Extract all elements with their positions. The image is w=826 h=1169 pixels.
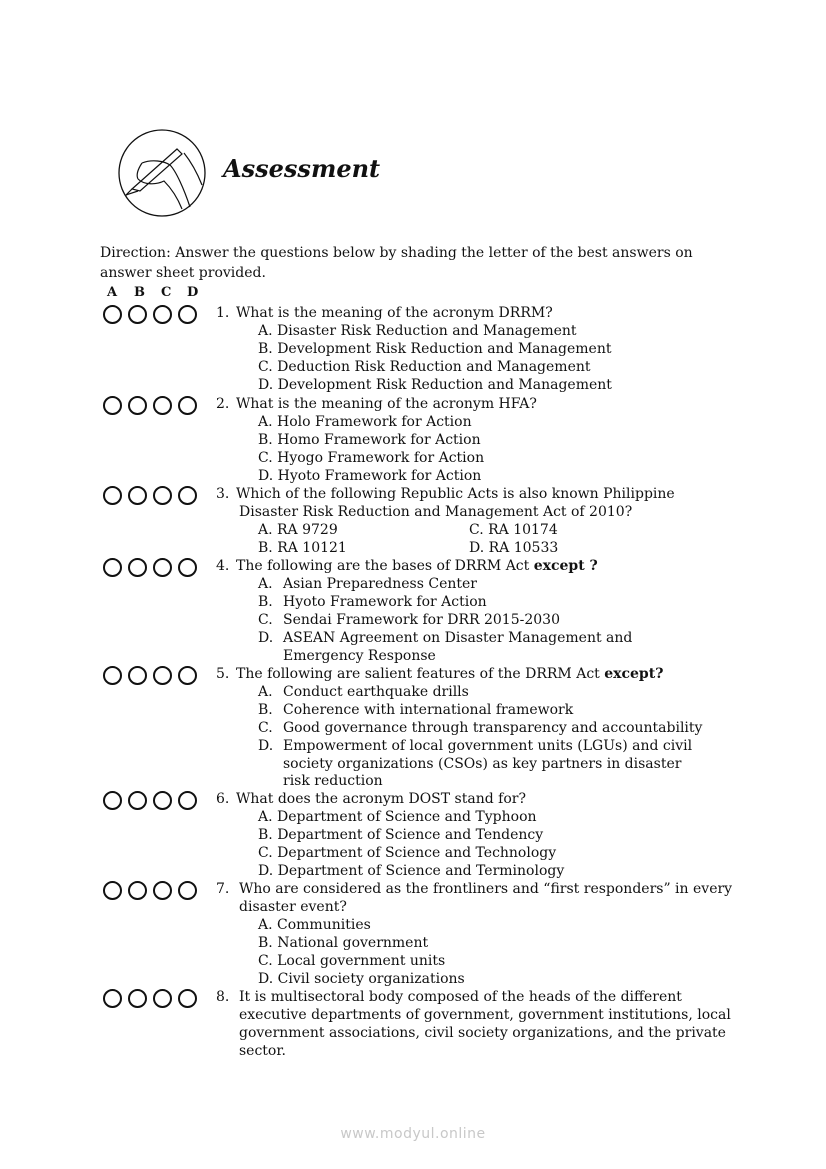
answer-bubble-b[interactable] [128, 305, 147, 324]
question-stem: sector. [239, 1042, 286, 1059]
option: B. National government [258, 934, 429, 951]
answer-bubble-d[interactable] [178, 881, 197, 900]
question-stem: The following are salient features of the DRRM Act except? [236, 666, 664, 682]
option: B. Department of Science and Tendency [258, 826, 544, 843]
emphasis: except? [604, 666, 664, 682]
option: A. Department of Science and Typhoon [258, 808, 537, 825]
option-text: ASEAN Agreement on Disaster Management and [283, 629, 633, 646]
option-letter: B. [258, 701, 273, 718]
answer-bubble-a[interactable] [103, 305, 122, 324]
option: C. Local government units [258, 952, 446, 969]
answer-bubble-c[interactable] [153, 486, 172, 505]
option-text: Conduct earthquake drills [283, 683, 469, 700]
question-number: 6. [216, 791, 230, 807]
answer-bubble-a[interactable] [103, 396, 122, 415]
option-letter: A. [258, 575, 273, 592]
option: D. RA 10533 [469, 539, 559, 556]
answer-bubble-d[interactable] [178, 989, 197, 1008]
answer-letter-d: D [187, 285, 199, 300]
option: D. Department of Science and Terminology [258, 862, 565, 879]
option: B. Homo Framework for Action [258, 431, 481, 448]
answer-bubble-d[interactable] [178, 486, 197, 505]
question-number: 1. [216, 305, 230, 321]
option: A. RA 9729 [258, 521, 338, 538]
answer-bubble-b[interactable] [128, 881, 147, 900]
answer-bubble-c[interactable] [153, 305, 172, 324]
option: C. Department of Science and Technology [258, 844, 557, 861]
option-letter: D. [258, 629, 274, 646]
option-text: Good governance through transparency and accountability [283, 719, 703, 736]
option-letter: B. [258, 593, 273, 610]
option: C. Hyogo Framework for Action [258, 449, 485, 466]
option-text: Empowerment of local government units (LGUs) and civil [283, 737, 693, 754]
page-title: Assessment [223, 154, 381, 183]
option-letter: C. [258, 611, 273, 628]
answer-bubble-a[interactable] [103, 666, 122, 685]
answer-bubble-d[interactable] [178, 558, 197, 577]
answer-bubble-c[interactable] [153, 558, 172, 577]
answer-bubble-d[interactable] [178, 305, 197, 324]
answer-bubble-a[interactable] [103, 791, 122, 810]
question-stem: Disaster Risk Reduction and Management Act of 2010? [239, 503, 633, 520]
direction-text: answer sheet provided. [100, 265, 266, 281]
answer-letter-a: A [107, 285, 118, 300]
answer-bubble-b[interactable] [128, 989, 147, 1008]
answer-bubble-c[interactable] [153, 666, 172, 685]
question-stem: government associations, civil society organizations, and the private [239, 1024, 726, 1041]
option: D. Development Risk Reduction and Management [258, 376, 612, 393]
question-stem: What is the meaning of the acronym DRRM? [236, 305, 553, 321]
option-text: society organizations (CSOs) as key partners in disaster [283, 755, 682, 772]
question-stem: Which of the following Republic Acts is also known Philippine [236, 486, 675, 502]
answer-bubble-b[interactable] [128, 558, 147, 577]
option: C. Deduction Risk Reduction and Management [258, 358, 591, 375]
answer-bubble-b[interactable] [128, 486, 147, 505]
option-text: Asian Preparedness Center [283, 575, 477, 592]
answer-bubble-a[interactable] [103, 881, 122, 900]
answer-bubble-b[interactable] [128, 791, 147, 810]
option-text: Emergency Response [283, 647, 436, 664]
question-stem: Who are considered as the frontliners and “first responders” in every [239, 881, 733, 897]
option-letter: A. [258, 683, 273, 700]
answer-bubble-c[interactable] [153, 791, 172, 810]
answer-bubble-d[interactable] [178, 791, 197, 810]
answer-bubble-a[interactable] [103, 989, 122, 1008]
question-number: 8. [216, 989, 230, 1005]
option-text: Hyoto Framework for Action [283, 593, 487, 610]
question-stem: What does the acronym DOST stand for? [236, 791, 526, 807]
answer-bubble-d[interactable] [178, 666, 197, 685]
question-number: 7. [216, 881, 230, 897]
answer-letter-b: B [134, 285, 145, 300]
direction-text: Direction: Answer the questions below by shading the letter of the best answers on [100, 245, 693, 261]
question-stem: It is multisectoral body composed of the heads of the different [239, 989, 682, 1005]
assessment-icon [112, 129, 216, 217]
answer-bubble-b[interactable] [128, 666, 147, 685]
emphasis: except ? [533, 558, 598, 574]
answer-bubble-a[interactable] [103, 558, 122, 577]
option-letter: C. [258, 719, 273, 736]
answer-bubble-c[interactable] [153, 989, 172, 1008]
option: A. Holo Framework for Action [258, 413, 472, 430]
question-stem: The following are the bases of DRRM Act except ? [236, 558, 598, 574]
option: A. Disaster Risk Reduction and Management [258, 322, 577, 339]
question-stem: What is the meaning of the acronym HFA? [236, 396, 537, 412]
question-number: 2. [216, 396, 230, 412]
option: D. Civil society organizations [258, 970, 465, 987]
option: A. Communities [258, 916, 371, 933]
watermark: www.modyul.online [340, 1126, 486, 1142]
question-number: 5. [216, 666, 230, 682]
option: B. Development Risk Reduction and Management [258, 340, 612, 357]
answer-bubble-c[interactable] [153, 396, 172, 415]
option: C. RA 10174 [469, 521, 558, 538]
answer-bubble-c[interactable] [153, 881, 172, 900]
option: B. RA 10121 [258, 539, 347, 556]
question-number: 3. [216, 486, 230, 502]
option-text: Coherence with international framework [283, 701, 574, 718]
answer-bubble-a[interactable] [103, 486, 122, 505]
question-stem: disaster event? [239, 898, 347, 915]
answer-bubble-d[interactable] [178, 396, 197, 415]
answer-letter-c: C [161, 285, 172, 300]
option-text: Sendai Framework for DRR 2015-2030 [283, 611, 560, 628]
option: D. Hyoto Framework for Action [258, 467, 482, 484]
answer-bubble-b[interactable] [128, 396, 147, 415]
option-letter: D. [258, 737, 274, 754]
question-stem: executive departments of government, government institutions, local [239, 1006, 731, 1023]
question-number: 4. [216, 558, 230, 574]
option-text: risk reduction [283, 773, 383, 790]
